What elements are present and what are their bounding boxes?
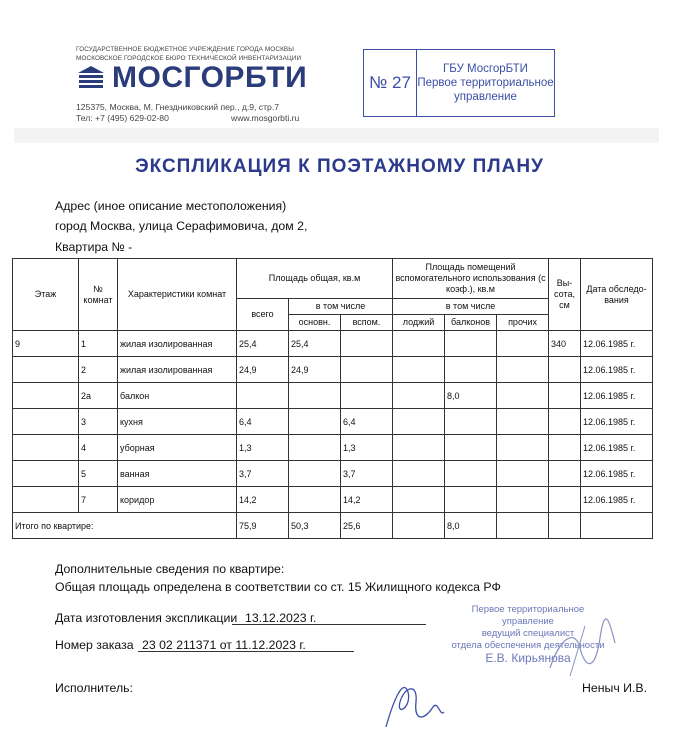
cell-main (289, 435, 341, 461)
cell-height (549, 461, 581, 487)
sign-stamp-line-4: Е.В. Кирьянова (485, 651, 571, 665)
table-row (13, 435, 653, 461)
cell-total: 14,2 (237, 487, 289, 513)
explication-table (12, 258, 653, 539)
cell-date: 12.06.1985 г. (581, 331, 653, 357)
apartment-label: Квартира № - (55, 240, 133, 254)
cell-floor (13, 461, 79, 487)
cell-total (237, 383, 289, 409)
cell-loggia (393, 461, 445, 487)
cell-loggia (393, 435, 445, 461)
cell-date: 12.06.1985 г. (581, 487, 653, 513)
building-logo-icon (76, 63, 106, 93)
cell-loggia (393, 357, 445, 383)
cell-height (549, 357, 581, 383)
table-row (13, 331, 653, 357)
cell-other (497, 435, 549, 461)
cell-main (289, 461, 341, 487)
cell-height (549, 435, 581, 461)
cell-room: 2 (79, 357, 118, 383)
org-line-1: ГОСУДАРСТВЕННОЕ БЮДЖЕТНОЕ УЧРЕЖДЕНИЕ ГОРОДА МОСКВЫ (76, 46, 295, 53)
stamp-number: № 27 (364, 50, 417, 116)
prepared-value: 13.12.2023 г. (245, 611, 317, 625)
table-row (13, 357, 653, 383)
header-area-total: Площадь общая, кв.м (237, 259, 393, 299)
table-row (13, 409, 653, 435)
cell-name: жилая изолированная (118, 331, 237, 357)
totals-label: Итого по квартире: (13, 513, 237, 539)
cell-aux (341, 383, 393, 409)
cell-room: 7 (79, 487, 118, 513)
executor-name: Неныч И.В. (582, 681, 648, 695)
cell-other (497, 383, 549, 409)
cell-total: 1,3 (237, 435, 289, 461)
cell-floor (13, 383, 79, 409)
cell-balcony (445, 409, 497, 435)
cell-main (289, 487, 341, 513)
cell-name: ванная (118, 461, 237, 487)
cell-other (497, 357, 549, 383)
cell-aux: 1,3 (341, 435, 393, 461)
address-label: Адрес (иное описание местоположения) (55, 199, 287, 213)
table-row (13, 383, 653, 409)
cell-loggia (393, 487, 445, 513)
cell-name: жилая изолированная (118, 357, 237, 383)
cell-loggia (393, 409, 445, 435)
cell-height: 340 (549, 331, 581, 357)
totals-date (581, 513, 653, 539)
org-address: 125375, Москва, М. Гнездниковский пер., д.9, стр.7 (76, 102, 279, 112)
cell-room: 1 (79, 331, 118, 357)
header-aux: вспом. (341, 315, 393, 331)
cell-floor (13, 357, 79, 383)
logo (76, 60, 307, 96)
cell-date: 12.06.1985 г. (581, 409, 653, 435)
cell-aux: 14,2 (341, 487, 393, 513)
cell-room: 4 (79, 435, 118, 461)
totals-aux-area (393, 513, 445, 539)
totals-aux: 25,6 (341, 513, 393, 539)
cell-main (289, 409, 341, 435)
totals-other (497, 513, 549, 539)
cell-name: коридор (118, 487, 237, 513)
table-row (13, 461, 653, 487)
cell-other (497, 331, 549, 357)
cell-loggia (393, 331, 445, 357)
cell-name: уборная (118, 435, 237, 461)
header-total: всего (237, 299, 289, 331)
prepared-underline (232, 624, 426, 625)
header-other: прочих (497, 315, 549, 331)
header-floor: Этаж (13, 259, 79, 331)
header-including: в том числе (289, 299, 393, 315)
address-value: город Москва, улица Серафимовича, дом 2, (55, 219, 308, 233)
totals-height (549, 513, 581, 539)
cell-aux: 3,7 (341, 461, 393, 487)
cell-room: 5 (79, 461, 118, 487)
cell-other (497, 487, 549, 513)
cell-name: балкон (118, 383, 237, 409)
org-phone: Тел: +7 (495) 629-02-80 (76, 113, 169, 123)
cell-floor (13, 435, 79, 461)
header-main: основн. (289, 315, 341, 331)
org-line-2: МОСКОВСКОЕ ГОРОДСКОЕ БЮРО ТЕХНИЧЕСКОЙ ИНВЕНТАРИЗАЦИИ (76, 55, 302, 62)
stamp-line-3: управление (454, 91, 517, 103)
cell-aux (341, 357, 393, 383)
cell-balcony: 8,0 (445, 383, 497, 409)
cell-total: 24,9 (237, 357, 289, 383)
additional-text: Общая площадь определена в соответствии со ст. 15 Жилищного кодекса РФ (55, 580, 501, 594)
department-stamp (363, 49, 555, 117)
table-row (13, 487, 653, 513)
cell-balcony (445, 331, 497, 357)
cell-aux: 6,4 (341, 409, 393, 435)
stamp-line-2: Первое территориальное (417, 77, 554, 89)
cell-total: 6,4 (237, 409, 289, 435)
cell-loggia (393, 383, 445, 409)
totals-main: 50,3 (289, 513, 341, 539)
header-including-2: в том числе (393, 299, 549, 315)
order-underline (138, 651, 354, 652)
order-label: Номер заказа (55, 638, 134, 652)
cell-floor: 9 (13, 331, 79, 357)
cell-aux (341, 331, 393, 357)
cell-floor (13, 487, 79, 513)
header-room-no: № комнат (79, 259, 118, 331)
header-characteristics: Характеристики комнат (118, 259, 237, 331)
cell-floor (13, 409, 79, 435)
order-value: 23 02 211371 от 11.12.2023 г. (142, 638, 306, 652)
cell-date: 12.06.1985 г. (581, 461, 653, 487)
sign-stamp-line-1: Первое территориальное управление (471, 604, 585, 627)
header-balconies: балконов (445, 315, 497, 331)
cell-balcony (445, 357, 497, 383)
specialist-signature (540, 618, 620, 680)
cell-other (497, 461, 549, 487)
stamp-line-1: ГБУ МосгорБТИ (443, 63, 528, 75)
cell-room: 3 (79, 409, 118, 435)
cell-balcony (445, 461, 497, 487)
cell-date: 12.06.1985 г. (581, 357, 653, 383)
cell-balcony (445, 487, 497, 513)
cell-main: 25,4 (289, 331, 341, 357)
org-website: www.mosgorbti.ru (231, 113, 300, 123)
cell-room: 2а (79, 383, 118, 409)
cell-total: 3,7 (237, 461, 289, 487)
sign-stamp-line-2: ведущий специалист (481, 628, 575, 639)
cell-height (549, 409, 581, 435)
cell-total: 25,4 (237, 331, 289, 357)
header-loggias: лоджий (393, 315, 445, 331)
additional-label: Дополнительные сведения по квартире: (55, 562, 285, 576)
cell-balcony (445, 435, 497, 461)
cell-date: 12.06.1985 г. (581, 383, 653, 409)
cell-height (549, 487, 581, 513)
cell-main (289, 383, 341, 409)
cell-main: 24,9 (289, 357, 341, 383)
cell-date: 12.06.1985 г. (581, 435, 653, 461)
totals-balcony: 8,0 (445, 513, 497, 539)
executor-label: Исполнитель: (55, 681, 133, 695)
header-survey-date: Дата обследо-вания (581, 259, 653, 331)
header-aux-area: Площадь помещений вспомогательного использования (с коэф.), кв.м (393, 259, 549, 299)
document-title: ЭКСПЛИКАЦИЯ К ПОЭТАЖНОМУ ПЛАНУ (135, 156, 544, 177)
prepared-label: Дата изготовления экспликации (55, 611, 238, 625)
cell-name: кухня (118, 409, 237, 435)
executor-signature (378, 672, 448, 730)
logo-text: МОСГОРБТИ (112, 61, 308, 94)
sign-stamp-line-3: отдела обеспечения деятельности (451, 640, 605, 651)
header-height: Вы-сота, см (549, 259, 581, 331)
header-divider (14, 128, 659, 143)
cell-height (549, 383, 581, 409)
cell-other (497, 409, 549, 435)
totals-total: 75,9 (237, 513, 289, 539)
